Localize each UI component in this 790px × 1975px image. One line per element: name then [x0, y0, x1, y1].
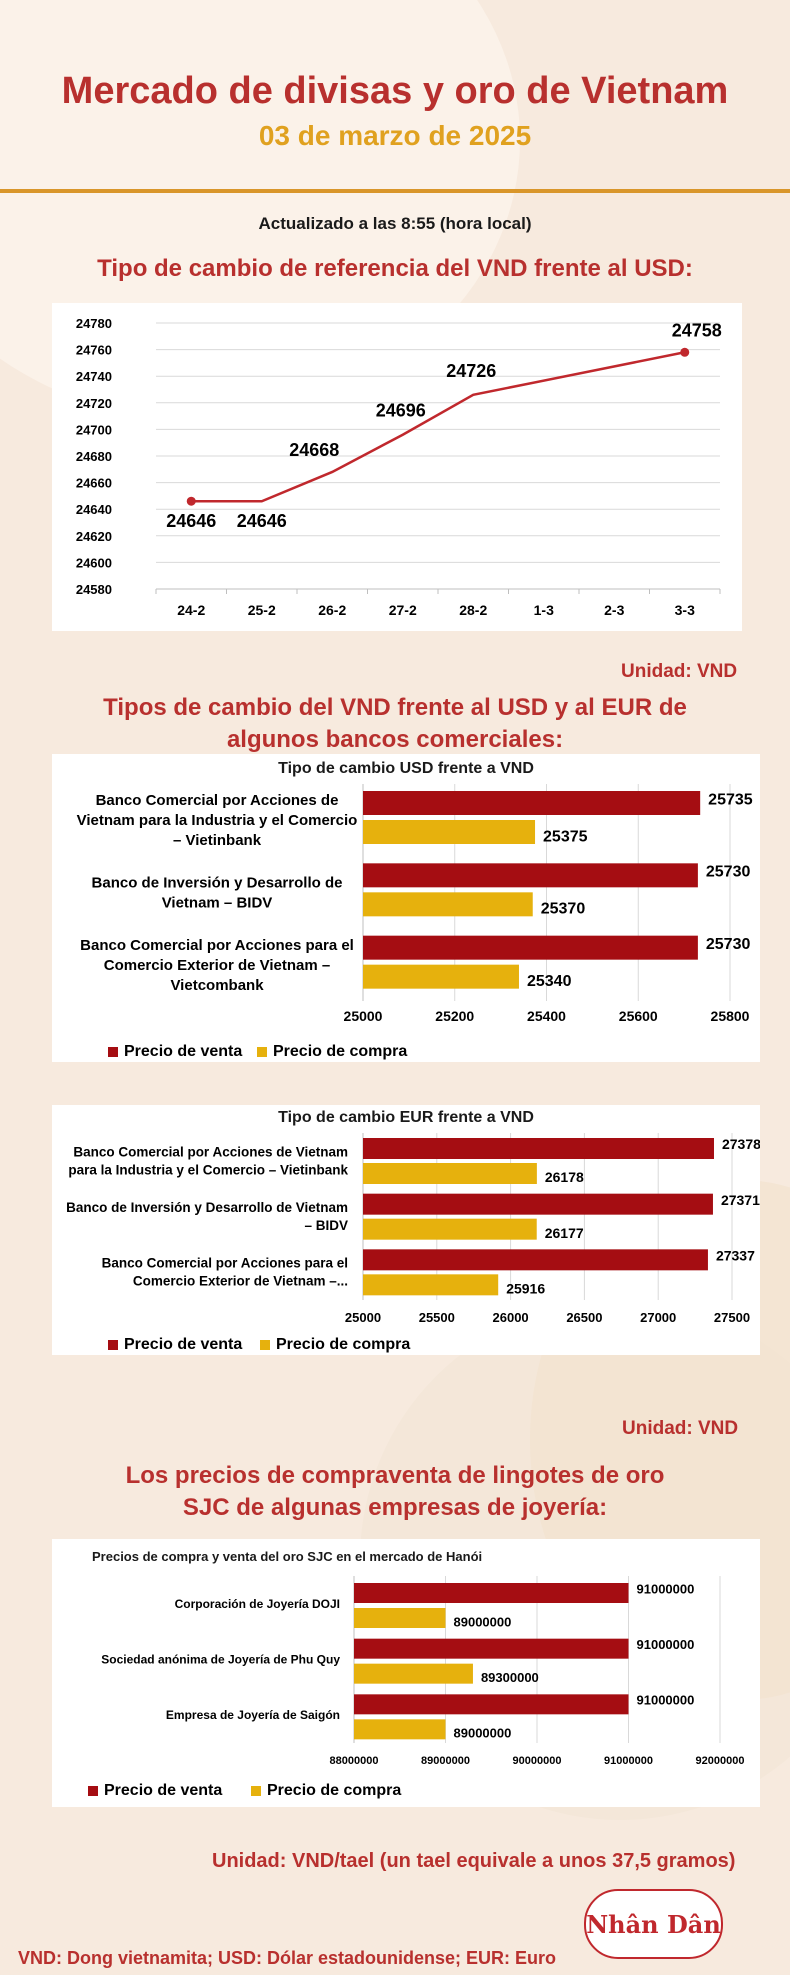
data-label: 25735 — [708, 791, 753, 809]
data-label: 25340 — [526, 973, 572, 990]
category-label: Banco Comercial por Acciones de Vietnam — [73, 1144, 348, 1160]
buy-bar — [363, 892, 533, 916]
legend-label: Precio de venta — [104, 1782, 223, 1799]
y-tick-label: 24660 — [75, 475, 112, 491]
data-label: 27378 — [721, 1136, 760, 1153]
gold-unit: Unidad: VND/tael (un tael equivale a unos 37,5 gramos) — [212, 1850, 736, 1872]
sale-bar — [354, 1583, 629, 1603]
x-tick-label: 25200 — [435, 1008, 475, 1024]
data-label: 26177 — [544, 1224, 584, 1241]
y-tick-label: 24740 — [75, 369, 112, 385]
x-tick-label: 25-2 — [247, 602, 276, 618]
category-label: Vietnam para la Industria y el Comercio — [76, 812, 358, 830]
data-label: 25916 — [506, 1280, 546, 1297]
reference-rate-line-chart — [52, 303, 742, 631]
usd-rates-bar-chart — [52, 754, 760, 1062]
category-label: Sociedad anónima de Joyería de Phu Quy — [101, 1652, 340, 1667]
page-title: Mercado de divisas y oro de Vietnam — [61, 70, 729, 112]
data-label: 25370 — [540, 900, 586, 918]
gold-prices-bar-chart — [52, 1539, 760, 1807]
buy-bar — [363, 1163, 537, 1184]
x-tick-label: 90000000 — [512, 1755, 562, 1767]
data-label: 24726 — [446, 360, 497, 381]
legend-label: Precio de compra — [276, 1336, 411, 1353]
gold-prices-chart-panel — [52, 1539, 760, 1807]
x-tick-label: 25400 — [527, 1008, 566, 1024]
sale-bar — [363, 1249, 708, 1270]
y-tick-label: 24680 — [75, 449, 112, 464]
legend-swatch — [108, 1340, 118, 1350]
x-tick-label: 25600 — [618, 1008, 658, 1024]
legend-label: Precio de venta — [124, 1336, 243, 1353]
category-label: – Vietinbank — [172, 832, 262, 850]
data-label: 91000000 — [636, 1692, 695, 1708]
buy-bar — [354, 1608, 446, 1628]
category-label: Banco de Inversión y Desarrollo de — [91, 874, 343, 892]
legend-label: Precio de compra — [267, 1782, 402, 1799]
y-tick-label: 24780 — [75, 316, 112, 331]
x-tick-label: 89000000 — [421, 1755, 470, 1767]
data-label: 24668 — [289, 439, 340, 460]
category-label: Vietnam – BIDV — [161, 894, 273, 912]
bank-rates-unit: Unidad: VND — [622, 1418, 739, 1439]
data-label: 24758 — [671, 320, 722, 341]
gold-chart-title: Precios de compra y venta del oro SJC en el mercado de Hanói — [92, 1549, 483, 1564]
x-tick-label: 27000 — [640, 1310, 677, 1325]
buy-bar — [363, 1274, 498, 1295]
y-tick-label: 24640 — [75, 502, 112, 518]
x-tick-label: 25000 — [343, 1008, 383, 1024]
y-tick-label: 24700 — [75, 422, 112, 438]
data-label: 89300000 — [480, 1670, 539, 1685]
data-label: 24646 — [166, 511, 217, 532]
category-label: Vietcombank — [170, 976, 264, 994]
series-line — [191, 352, 685, 501]
data-label: 91000000 — [636, 1581, 695, 1597]
data-point — [187, 497, 196, 506]
x-tick-label: 27500 — [713, 1310, 751, 1325]
eur-rates-chart-panel — [52, 1105, 760, 1355]
sale-bar — [363, 1138, 714, 1159]
x-tick-label: 92000000 — [695, 1755, 745, 1767]
bank-rates-title-line1: Tipos de cambio del VND frente al USD y al EUR de — [103, 694, 687, 721]
category-label: Corporación de Joyería DOJI — [174, 1596, 340, 1611]
updated-note: Actualizado a las 8:55 (hora local) — [258, 214, 532, 233]
bank-rates-title-line2: algunos bancos comerciales: — [226, 726, 564, 753]
nhan-dan-logo — [584, 1889, 723, 1959]
sale-bar — [363, 863, 698, 887]
y-tick-label: 24620 — [75, 528, 112, 544]
x-tick-label: 26000 — [492, 1310, 529, 1325]
reference-rate-unit: Unidad: VND — [621, 661, 738, 682]
buy-bar — [354, 1719, 446, 1739]
logo-text: Nhân Dân — [586, 1909, 721, 1939]
buy-bar — [363, 965, 519, 989]
legend-swatch — [260, 1340, 270, 1350]
data-label: 25730 — [705, 936, 751, 953]
category-label: Banco Comercial por Acciones para el — [101, 1255, 348, 1271]
buy-bar — [363, 1219, 537, 1240]
category-label: para la Industria y el Comercio – Vietinbank — [68, 1162, 348, 1178]
y-tick-label: 24720 — [75, 395, 112, 411]
category-label: – BIDV — [304, 1218, 348, 1233]
usd-chart-title: Tipo de cambio USD frente a VND — [278, 760, 534, 777]
x-tick-label: 24-2 — [177, 602, 206, 618]
legend-label: Precio de compra — [273, 1043, 408, 1060]
buy-bar — [363, 820, 535, 844]
x-tick-label: 25800 — [710, 1008, 750, 1024]
category-label: Comercio Exterior de Vietnam –... — [132, 1273, 348, 1289]
y-tick-label: 24580 — [75, 582, 112, 597]
abbreviations-note: VND: Dong vietnamita; USD: Dólar estadounidense; EUR: Euro — [18, 1948, 557, 1968]
y-tick-label: 24760 — [75, 342, 112, 358]
y-tick-label: 24600 — [75, 555, 112, 571]
data-label: 89000000 — [453, 1725, 512, 1741]
data-label: 91000000 — [636, 1637, 695, 1652]
x-tick-label: 25500 — [418, 1310, 455, 1325]
sale-bar — [354, 1694, 629, 1714]
eur-chart-title: Tipo de cambio EUR frente a VND — [278, 1109, 534, 1126]
sale-bar — [354, 1639, 629, 1659]
category-label: Empresa de Joyería de Saigón — [165, 1708, 340, 1723]
x-tick-label: 91000000 — [604, 1755, 653, 1767]
reference-rate-title: Tipo de cambio de referencia del VND frente al USD: — [97, 255, 693, 282]
data-label: 25375 — [543, 828, 588, 846]
x-tick-label: 88000000 — [329, 1755, 379, 1767]
usd-rates-chart-panel — [52, 754, 760, 1062]
category-label: Banco Comercial por Acciones de — [95, 792, 339, 810]
x-tick-label: 26-2 — [318, 602, 347, 618]
category-label: Banco de Inversión y Desarrollo de Vietnam — [66, 1200, 348, 1215]
x-tick-label: 25000 — [344, 1310, 382, 1325]
data-label: 26178 — [544, 1169, 584, 1186]
category-label: Comercio Exterior de Vietnam – — [103, 956, 331, 974]
legend-swatch — [251, 1786, 261, 1796]
data-point — [680, 348, 689, 357]
legend-label: Precio de venta — [124, 1043, 243, 1060]
data-label: 27337 — [715, 1247, 755, 1264]
category-label: Banco Comercial por Acciones para el — [80, 936, 354, 954]
sale-bar — [363, 1194, 713, 1215]
data-label: 89000000 — [453, 1614, 512, 1630]
gold-title-line1: Los precios de compraventa de lingotes de oro — [125, 1462, 665, 1489]
legend-swatch — [257, 1047, 267, 1057]
legend-swatch — [88, 1786, 98, 1796]
sale-bar — [363, 936, 698, 960]
x-tick-label: 26500 — [566, 1310, 603, 1325]
x-tick-label: 1-3 — [533, 602, 554, 618]
data-label: 24696 — [375, 400, 426, 421]
data-label: 27371 — [720, 1191, 760, 1208]
page-date: 03 de marzo de 2025 — [258, 120, 532, 151]
data-label: 24646 — [236, 511, 287, 532]
buy-bar — [354, 1664, 473, 1684]
x-tick-label: 28-2 — [459, 602, 488, 618]
reference-rate-chart-panel — [52, 303, 742, 631]
header-divider — [0, 189, 790, 193]
sale-bar — [363, 791, 700, 815]
data-label: 25730 — [705, 863, 751, 881]
x-tick-label: 2-3 — [604, 602, 625, 618]
legend-swatch — [108, 1047, 118, 1057]
x-tick-label: 3-3 — [674, 602, 695, 618]
x-tick-label: 27-2 — [388, 602, 417, 618]
eur-rates-bar-chart — [52, 1105, 760, 1355]
gold-title-line2: SJC de algunas empresas de joyería: — [182, 1494, 608, 1521]
